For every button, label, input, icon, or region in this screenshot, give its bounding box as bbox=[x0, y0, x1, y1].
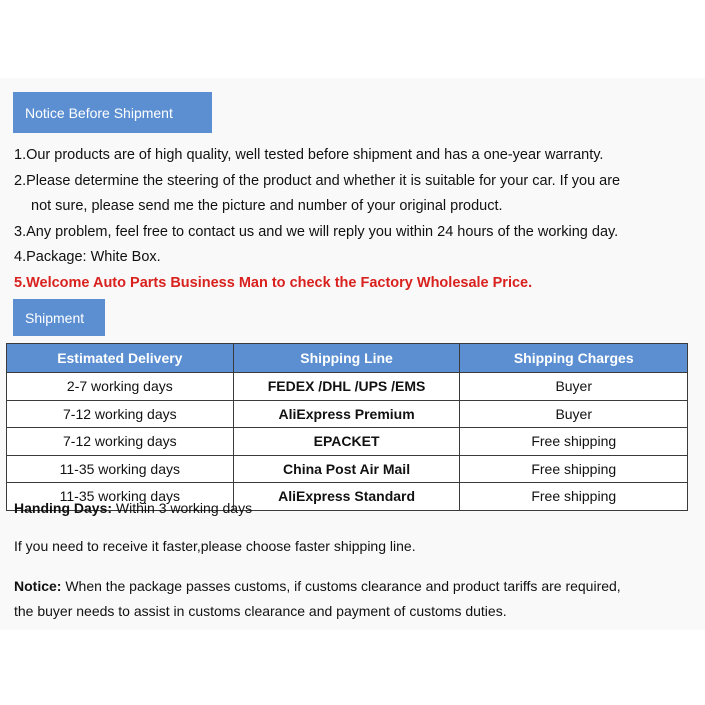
shipping-line-cell: China Post Air Mail bbox=[233, 455, 460, 483]
customs-notice-label: Notice: bbox=[14, 578, 62, 594]
shipping-line-cell: FEDEX /DHL /UPS /EMS bbox=[233, 373, 460, 401]
handling-days bbox=[14, 500, 252, 516]
col-header-shipping-charges: Shipping Charges bbox=[460, 344, 688, 373]
notice-item-2: 2.Please determine the steering of the product and whether it is suitable for your car. If you are bbox=[14, 172, 621, 189]
notice-header-label: Notice Before Shipment bbox=[25, 104, 173, 121]
customs-notice bbox=[14, 574, 621, 624]
customs-notice-line2: the buyer needs to assist in customs clearance and payment of customs duties. bbox=[14, 603, 507, 619]
notice-item-4: 4.Package: White Box. bbox=[14, 249, 161, 265]
charges-cell: Free shipping bbox=[460, 455, 688, 483]
delivery-cell: 7-12 working days bbox=[7, 400, 234, 428]
charges-cell: Free shipping bbox=[460, 428, 688, 456]
charges-cell: Buyer bbox=[460, 400, 688, 428]
customs-notice-line1: When the package passes customs, if customs clearance and product tariffs are required, bbox=[61, 578, 621, 594]
table-row bbox=[7, 428, 688, 456]
handling-days-value: Within 3 working days bbox=[112, 500, 253, 516]
notice-item-1: 1.Our products are of high quality, well tested before shipment and has a one-year warranty. bbox=[14, 147, 604, 163]
table-row bbox=[7, 373, 688, 401]
shipping-line-cell: AliExpress Premium bbox=[233, 400, 460, 428]
faster-shipping-note: If you need to receive it faster,please choose faster shipping line. bbox=[14, 538, 416, 554]
shipping-line-cell: AliExpress Standard bbox=[233, 483, 460, 511]
delivery-cell: 2-7 working days bbox=[7, 373, 234, 401]
table-header-row bbox=[7, 344, 688, 373]
shipping-table bbox=[6, 343, 688, 511]
shipment-header-label: Shipment bbox=[25, 309, 85, 326]
shipment-header bbox=[13, 299, 105, 336]
table-row bbox=[7, 455, 688, 483]
shipping-line-cell: EPACKET bbox=[233, 428, 460, 456]
delivery-cell: 7-12 working days bbox=[7, 428, 234, 456]
col-header-estimated-delivery: Estimated Delivery bbox=[7, 344, 234, 373]
charges-cell: Free shipping bbox=[460, 483, 688, 511]
table-row bbox=[7, 400, 688, 428]
delivery-cell: 11-35 working days bbox=[7, 455, 234, 483]
handling-days-label: Handing Days: bbox=[14, 500, 113, 516]
col-header-shipping-line: Shipping Line bbox=[233, 344, 460, 373]
notice-list bbox=[14, 143, 699, 296]
notice-header bbox=[13, 92, 212, 133]
charges-cell: Buyer bbox=[460, 373, 688, 401]
notice-item-2-cont: not sure, please send me the picture and number of your original product. bbox=[31, 198, 503, 214]
delivery-cell: 11-35 working days bbox=[7, 483, 234, 511]
notice-item-3: 3.Any problem, feel free to contact us and we will reply you within 24 hours of the working day. bbox=[14, 223, 619, 240]
notice-item-5: 5.Welcome Auto Parts Business Man to check the Factory Wholesale Price. bbox=[14, 274, 533, 291]
